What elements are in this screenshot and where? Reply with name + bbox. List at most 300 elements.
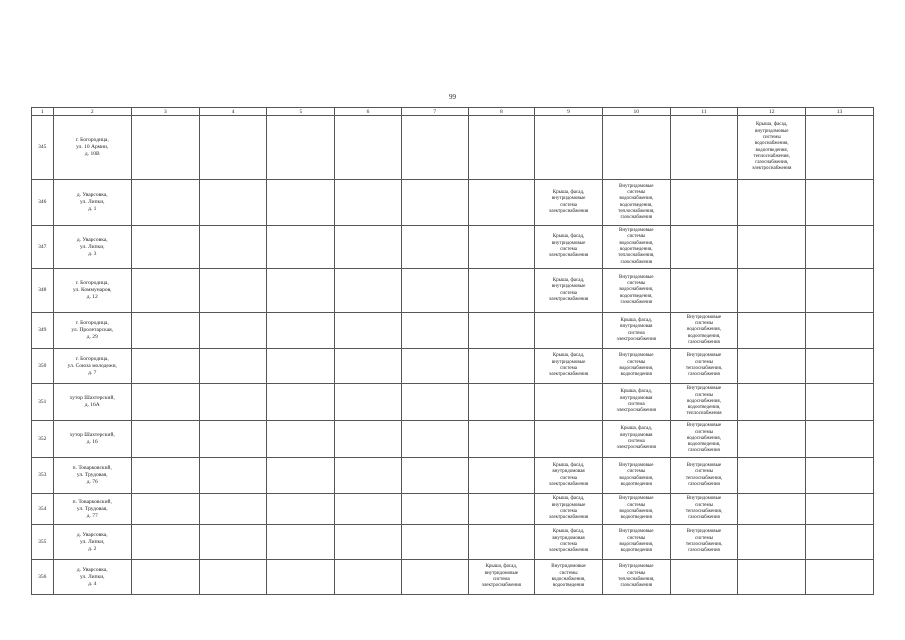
table-cell [199,226,267,269]
cell-line: электроснабжения [548,481,589,487]
header-cell: 7 [401,108,468,116]
cell-line: ул. Липки, [79,199,105,205]
table-cell [199,349,267,384]
cell-line: 355 [38,538,47,545]
header-cell: 11 [670,108,738,116]
cell-line: системы [694,359,714,365]
address-cell [53,421,132,458]
page-number: 99 [449,93,456,101]
cell-line: теплоснабжения, [685,542,723,547]
cell-line: ул. Трудовая, [76,472,108,478]
row-number-cell [32,226,54,269]
cell-line: 348 [38,287,47,294]
cell-line: водоснабжения, [551,577,586,582]
table-cell [401,313,468,349]
cell-line: водоснабжения, [619,196,654,202]
cell-line: внутридомовая [620,395,653,401]
cell-line: Крыша, фасад, [620,426,653,432]
cell-line: водоснабжения, [619,542,654,547]
cell-line: теплоснабжения, [685,366,723,371]
table-row [32,560,874,595]
table-cell [468,494,535,525]
cell-line: система [560,366,577,371]
table-cell [738,226,806,269]
table-cell [335,421,402,458]
address-cell [53,525,132,560]
cell-line: Внутридомовые [619,462,654,468]
cell-line: системы [694,392,714,398]
table-cell [132,226,200,269]
table-cell [535,313,603,349]
table-cell [535,494,603,525]
cell-line: д. 16А [84,402,100,408]
address-cell [53,226,132,269]
row-number-cell [32,494,54,525]
cell-line: Внутридомовые [619,564,654,570]
table-cell [738,349,806,384]
cell-line: система [492,577,510,582]
cell-line: электроснабжения [548,208,589,214]
table-cell [401,384,468,421]
table-cell [670,269,738,313]
cell-line: электроснабжения [548,548,589,554]
table-cell [267,349,335,384]
table-cell [468,421,535,458]
table-cell [335,269,402,313]
table-cell [132,494,200,525]
table-cell [267,313,335,349]
cell-line: д. Уварсовка, [76,531,108,538]
cell-line: газоснабжения [688,339,720,345]
table-cell [132,384,200,421]
table-cell [199,421,267,458]
table-body [32,108,874,595]
cell-line: 354 [38,505,47,512]
cell-line: система [560,509,577,514]
cell-line: электроснабжения [481,583,521,589]
header-cell: 13 [806,108,874,116]
table-cell [806,180,874,226]
table-cell [132,180,200,226]
cell-line: водоотведения [552,583,585,589]
table-cell [401,269,468,313]
table-cell [468,116,535,180]
table-cell [806,116,874,180]
table-cell [468,560,535,595]
cell-line: хутор Шахтерский, [69,432,115,438]
row-number-cell [32,421,54,458]
cell-line: водоснабжения, [619,509,654,514]
row-number-cell [32,116,54,180]
cell-line: д. 3 [88,250,97,257]
cell-line: системы [627,281,646,287]
cell-line: д. 16 [86,439,98,445]
cell-line: теплоснабжения, [618,208,655,214]
table-cell [738,180,806,226]
cell-line: электроснабжения [548,296,589,302]
cell-line: Внутридомовые [619,228,654,234]
cell-line: Крыша, фасад, [552,462,585,468]
cell-line: газоснабжения [688,448,720,454]
cell-line: Внутридомовые [686,386,722,392]
cell-line: газоснабжения [688,548,720,554]
cell-line: системы [694,429,714,435]
cell-line: системы [627,535,646,541]
table-cell [535,525,603,560]
cell-line: Внутридомовые [619,529,654,535]
cell-line: система [627,439,645,444]
cell-line: водоотведения, [620,202,653,208]
table-cell [335,458,402,494]
table-cell [267,269,335,313]
cell-line: внутридомовые [484,570,519,576]
table-row [32,384,874,421]
cell-line: Крыша, фасад, [552,234,585,240]
cell-line: электроснабжения [548,253,589,259]
address-cell [53,116,132,180]
table-cell [335,313,402,349]
cell-line: водоснабжения, [687,398,721,404]
cell-line: система [560,475,577,481]
table-cell [806,313,874,349]
cell-line: Внутридомовые [686,314,722,320]
table-cell [806,269,874,313]
cell-line: Крыша, фасад, [552,277,585,283]
table-cell [670,180,738,226]
table-cell [738,116,806,180]
table-row [32,180,874,226]
cell-line: системы [627,234,646,240]
table-cell [132,116,200,180]
table-cell [335,494,402,525]
cell-line: системы [559,570,578,576]
row-number-cell [32,349,54,384]
cell-line: газоснабжения [688,372,720,378]
table-cell [738,494,806,525]
cell-line: д. 4 [88,580,97,587]
table-cell [132,269,200,313]
table-cell [401,226,468,269]
address-cell [53,384,132,421]
table-cell [401,458,468,494]
table-cell [401,349,468,384]
cell-line: 345 [38,144,47,151]
cell-line: внутридомовые [551,240,586,246]
header-cell: 4 [199,108,267,116]
cell-line: Внутридомовые [686,529,722,535]
table-cell [401,180,468,226]
header-cell: 3 [132,108,200,116]
table-cell [401,494,468,525]
header-cell: 8 [468,108,535,116]
cell-line: системы [627,502,646,508]
table-cell [738,525,806,560]
table-row [32,116,874,180]
cell-line: водоотведения [620,372,652,378]
table-cell [738,421,806,458]
data-table [31,107,874,595]
table-cell [468,384,535,421]
cell-line: газоснабжения [688,481,720,487]
row-number-cell [32,458,54,494]
cell-line: внутридомовые [754,128,789,134]
cell-line: Внутридомовые [619,183,654,189]
table-cell [401,421,468,458]
row-number-cell [32,384,54,421]
cell-line: г. Богородица, [75,355,109,362]
cell-line: водоотведения [620,515,652,521]
address-cell [53,313,132,349]
cell-line: водоотведения [620,481,652,487]
cell-line: системы [627,359,646,365]
cell-line: система [627,330,645,336]
cell-line: 346 [38,199,47,206]
table-cell [335,525,402,560]
table-cell [401,560,468,595]
cell-line: д. Уварсовка, [76,192,108,198]
cell-line: водоотведения, [755,147,788,153]
header-cell: 12 [738,108,806,116]
table-cell [468,180,535,226]
table-cell [132,421,200,458]
cell-line: теплоснабжения [686,411,722,417]
table-cell [335,349,402,384]
cell-line: д. 1 [88,206,97,212]
header-cell: 2 [53,108,132,116]
row-number-cell [32,560,54,595]
cell-line: Крыша, фасад, [552,353,585,359]
header-cell: 1 [32,108,54,116]
cell-line: внутридомовая [620,432,653,438]
table-cell [535,560,603,595]
cell-line: Внутридомовые [686,353,722,359]
table-cell [199,384,267,421]
cell-line: системы [627,570,646,576]
cell-line: Внутридомовые [619,353,654,359]
table-cell [602,560,670,595]
cell-line: г. Богородица, [75,280,109,286]
cell-line: п. Товарковский, [72,498,112,505]
table-cell [806,226,874,269]
cell-line: 353 [38,472,47,479]
table-cell [535,116,603,180]
table-cell [670,494,738,525]
row-number-cell [32,525,54,560]
table-cell [468,226,535,269]
table-cell [535,384,603,421]
table-cell [267,458,335,494]
table-cell [132,313,200,349]
cell-line: теплоснабжения, [618,253,655,259]
table-row [32,313,874,349]
table-cell [335,116,402,180]
table-cell [806,525,874,560]
table-cell [670,313,738,349]
row-number-cell [32,269,54,313]
table-cell [199,458,267,494]
cell-line: водоснабжения, [619,240,654,246]
cell-line: Внутридомовые [619,274,654,280]
header-cell: 9 [535,108,603,116]
cell-line: Крыша, фасад, [620,389,653,395]
cell-line: водоснабжения, [687,327,721,333]
table-cell [670,116,738,180]
table-cell [335,384,402,421]
table-cell [602,349,670,384]
table-cell [670,525,738,560]
table-cell [267,226,335,269]
table-cell [401,525,468,560]
cell-line: газоснабжения [620,259,653,265]
cell-line: Внутридомовые [686,423,722,429]
table-cell [602,525,670,560]
table-cell [199,180,267,226]
cell-line: системы [762,134,781,140]
cell-line: электроснабжения [616,336,656,342]
table-row [32,269,874,313]
table-cell [670,458,738,494]
cell-line: внутридомовая [552,535,585,541]
cell-line: ул. Липки, [79,573,105,580]
table-cell [267,384,335,421]
table-cell [535,269,603,313]
cell-line: водоотведения, [687,333,721,339]
address-cell [53,560,132,595]
table-cell [132,458,200,494]
cell-line: системы [627,469,646,475]
cell-line: ул. Пролетарская, [71,327,114,333]
cell-line: п. Товарковский, [72,465,112,471]
cell-line: Внутридомовые [551,564,586,570]
cell-line: Внутридомовые [686,462,722,468]
table-row [32,349,874,384]
table-cell [602,226,670,269]
table-cell [267,116,335,180]
cell-line: ул. 10 Армии, [76,144,109,150]
cell-line: ул. Липки, [79,538,105,545]
table-cell [199,494,267,525]
table-cell [468,525,535,560]
cell-line: ул. Союза молодежи, [67,362,117,369]
table-cell [670,560,738,595]
table-row [32,458,874,494]
cell-line: Крыша, фасад, [485,564,518,570]
table-cell [806,458,874,494]
header-row [32,108,874,116]
cell-line: 356 [38,573,47,580]
table-cell [602,458,670,494]
cell-line: газоснабжения, [755,160,789,166]
table-cell [806,349,874,384]
cell-line: водоотведения, [620,293,653,299]
cell-line: д. 29 [86,334,98,340]
cell-line: Крыша, фасад, [552,529,585,535]
cell-line: Крыша, фасад, [620,317,653,323]
header-cell: 5 [267,108,335,116]
cell-line: д. 77 [86,512,98,519]
cell-line: д. 12 [86,294,98,300]
table-cell [806,384,874,421]
table-cell [535,180,603,226]
cell-line: хутор Шахтерский, [69,395,115,401]
cell-line: г. Богородица, [75,320,109,326]
cell-line: электроснабжения [616,445,656,451]
cell-line: внутридомовые [551,359,586,365]
cell-line: теплоснабжения, [685,475,723,481]
header-cell: 6 [335,108,402,116]
table-row [32,494,874,525]
cell-line: электроснабжения [548,515,589,521]
table-cell [468,269,535,313]
cell-line: ул. Коммунаров, [72,287,112,293]
table-cell [535,458,603,494]
cell-line: водоснабжения, [754,141,789,147]
cell-line: газоснабжения [620,583,653,589]
cell-line: г. Богородица, [75,137,109,143]
table-cell [267,494,335,525]
address-cell [53,494,132,525]
cell-line: ул. Трудовая, [76,505,108,512]
address-cell [53,180,132,226]
cell-line: д. Уварсовка, [76,236,108,243]
cell-line: Крыша, фасад, [552,496,585,502]
cell-line: Внутридомовые [686,496,722,502]
table-cell [535,226,603,269]
table-cell [738,384,806,421]
cell-line: 352 [38,435,47,442]
table-cell [602,384,670,421]
cell-line: Крыша, фасад, [755,122,788,128]
cell-line: системы [694,535,714,541]
table-cell [335,560,402,595]
table-cell [267,421,335,458]
table-cell [738,560,806,595]
table-cell [468,458,535,494]
cell-line: ул. Липки, [79,243,105,250]
cell-line: система [560,202,577,208]
table-row [32,525,874,560]
table-cell [602,421,670,458]
cell-line: 349 [38,327,47,334]
table-cell [806,494,874,525]
cell-line: электроснабжения [616,408,656,414]
cell-line: теплоснабжения, [753,153,790,159]
cell-line: теплоснабжения, [685,509,723,514]
cell-line: Внутридомовые [619,496,654,502]
cell-line: водоснабжения, [619,475,654,481]
table-cell [199,313,267,349]
cell-line: системы [694,469,714,475]
table-cell [401,116,468,180]
cell-line: внутридомовые [551,284,586,290]
cell-line: газоснабжения [620,215,653,221]
table-cell [670,349,738,384]
table-cell [199,269,267,313]
table-cell [335,226,402,269]
table-row [32,226,874,269]
cell-line: д. 10В [84,151,100,157]
cell-line: 351 [38,398,47,405]
table-cell [602,269,670,313]
cell-line: система [560,247,577,252]
cell-line: внутридомовая [552,469,585,475]
table-cell [670,421,738,458]
cell-line: водоснабжения, [619,366,654,371]
cell-line: система [560,290,577,296]
cell-line: газоснабжения [688,515,720,521]
table-cell [199,525,267,560]
cell-line: системы [694,502,714,508]
